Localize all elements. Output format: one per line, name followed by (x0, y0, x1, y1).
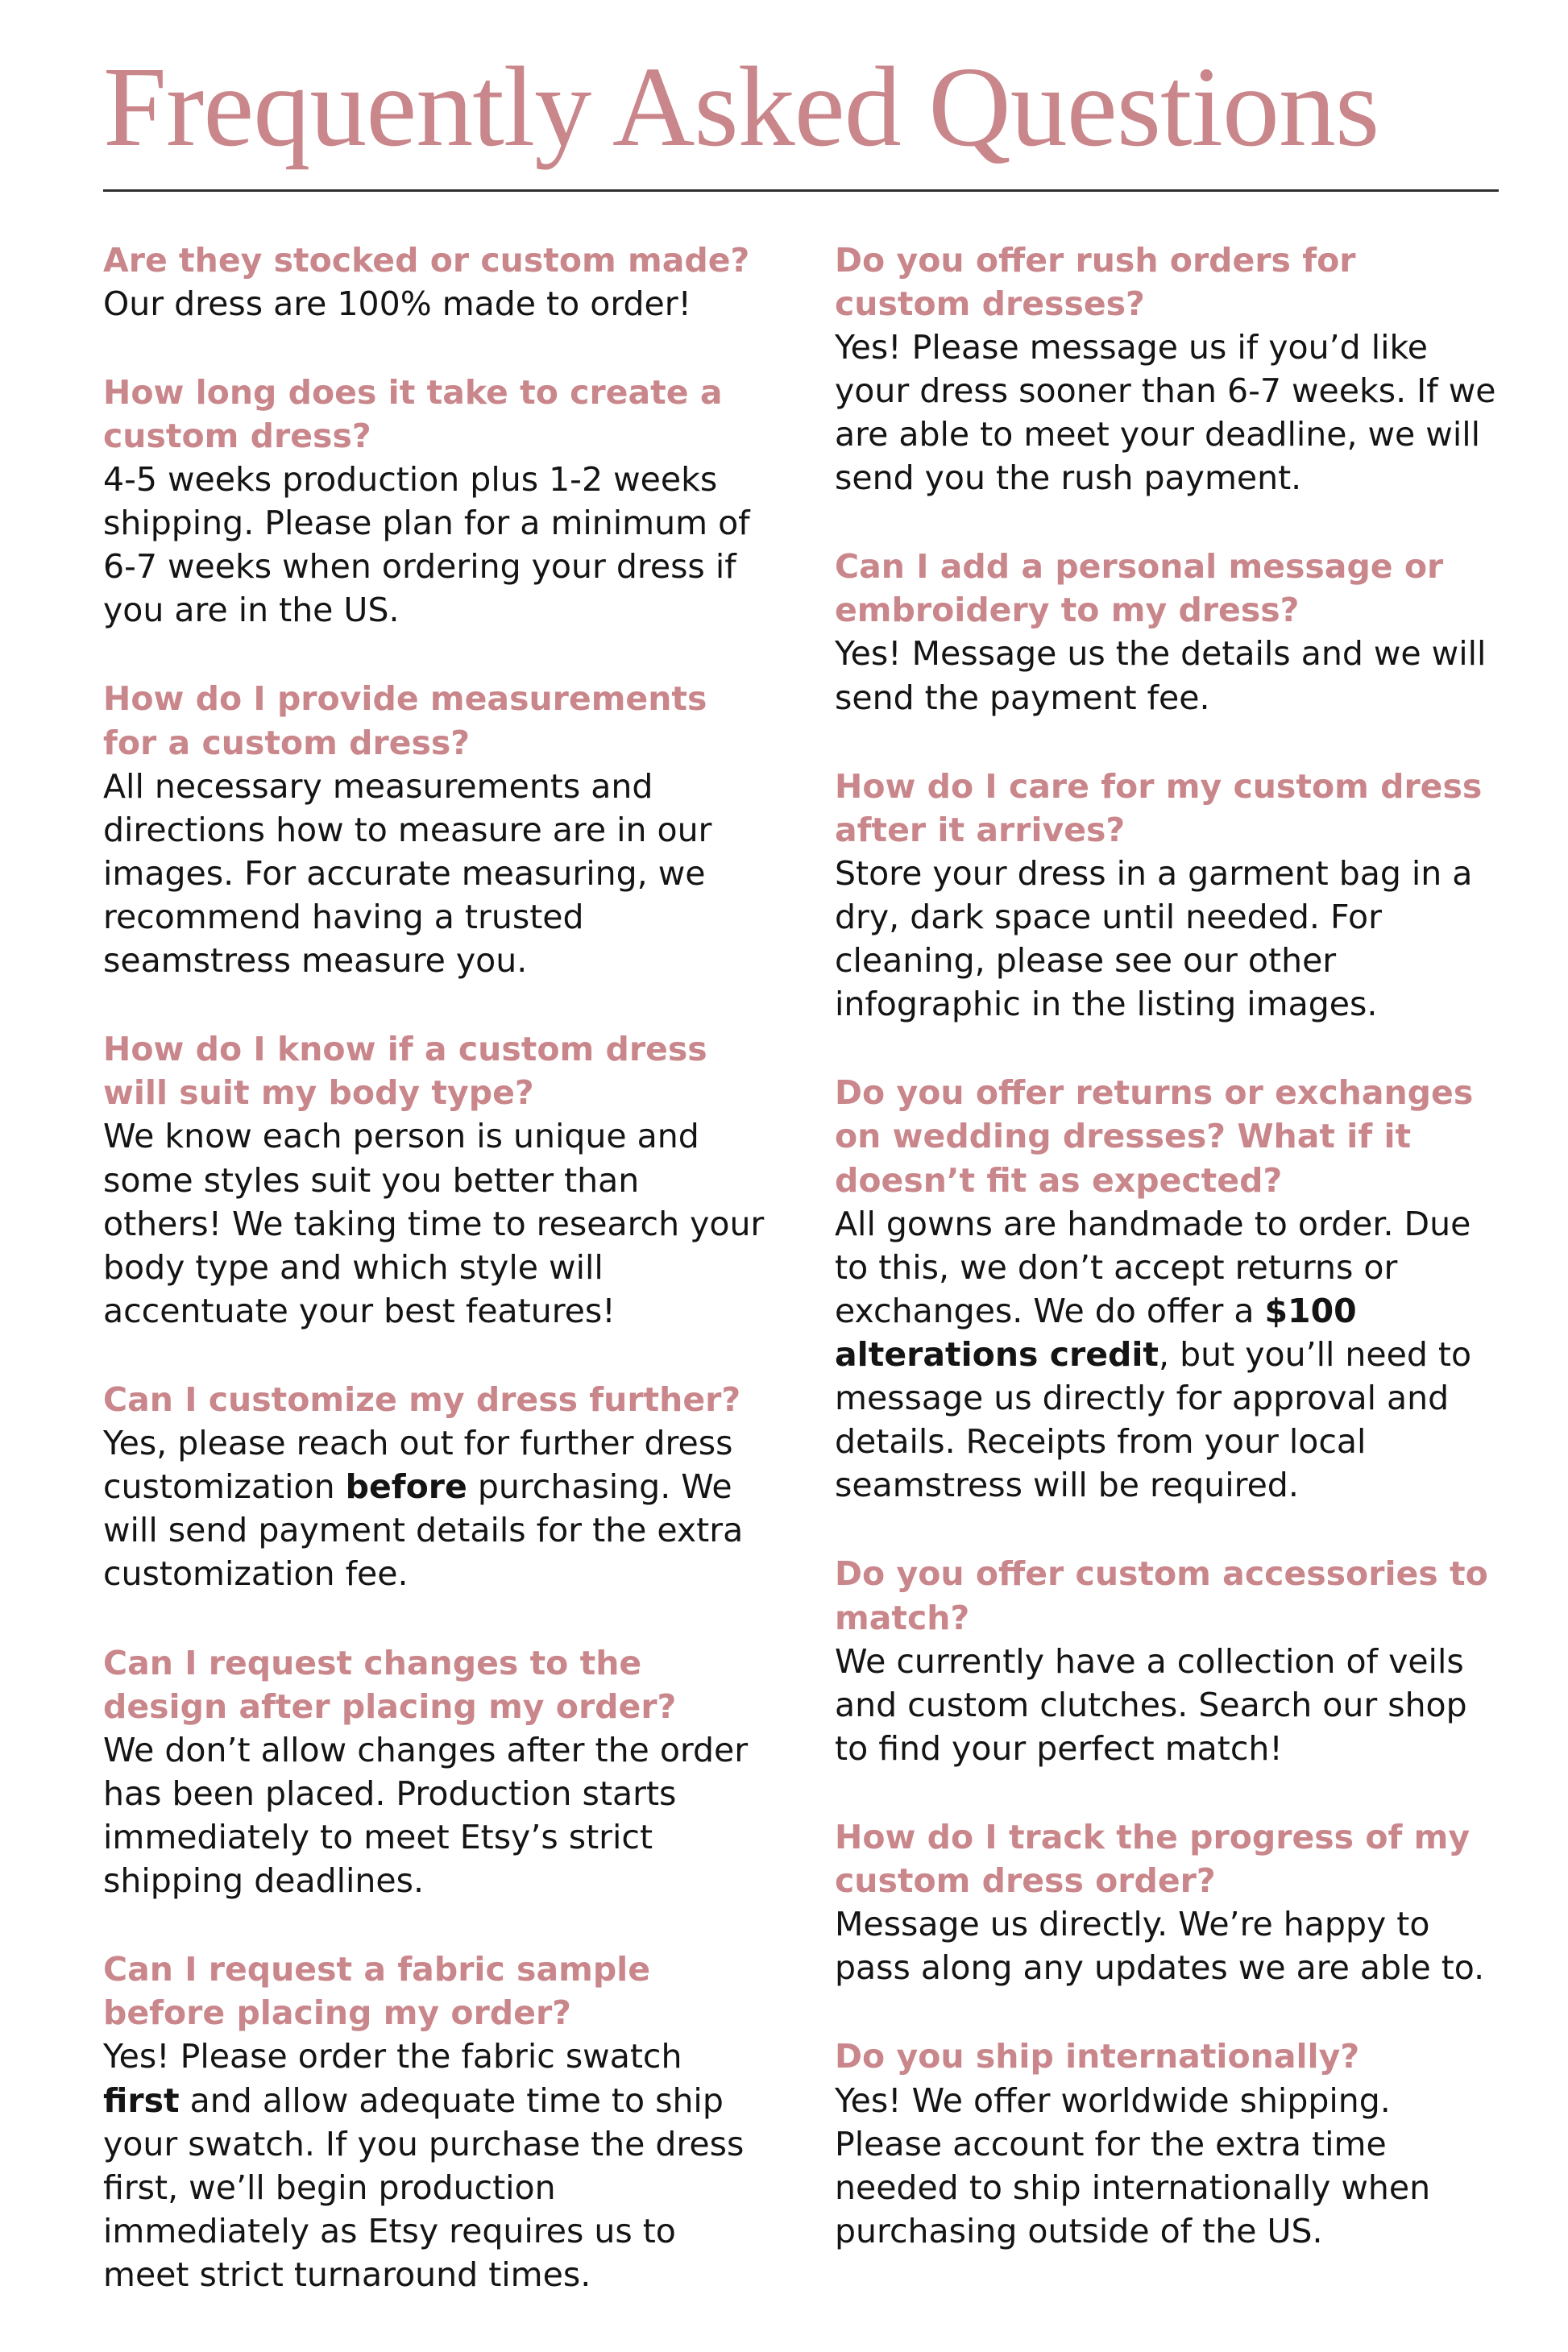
faq-columns (103, 239, 1499, 2342)
faq-question: Can I customize my dress further? (103, 1380, 741, 1419)
faq-answer-text: We don’t allow changes after the order has been placed. Production starts immediately to meet Etsy’s strict shipping deadlines. (103, 1730, 749, 1901)
faq-item (103, 371, 767, 633)
faq-item (103, 1027, 767, 1333)
faq-item (835, 765, 1499, 1027)
faq-question: Can I add a personal message or embroidery to my dress? (835, 547, 1444, 630)
faq-item (835, 239, 1499, 500)
faq-answer (103, 282, 767, 326)
faq-column-left (103, 239, 767, 2342)
title-divider (103, 189, 1499, 192)
faq-answer (103, 1421, 767, 1595)
faq-question: Do you offer rush orders for custom dresses? (835, 240, 1356, 323)
faq-question: Do you offer custom accessories to match? (835, 1554, 1488, 1637)
faq-answer-text: Yes, please reach out for further dress customization (103, 1424, 733, 1507)
faq-item (103, 1948, 767, 2296)
faq-question: How long does it take to create a custom dress? (103, 372, 723, 455)
faq-question: Are they stocked or custom made? (103, 240, 750, 280)
faq-item (103, 1641, 767, 1903)
faq-answer-text: All necessary measurements and directions how to measure are in our images. For accurate measuring, we recommend having a trusted seamstress measure you. (103, 766, 712, 981)
faq-item (835, 545, 1499, 719)
faq-column-right (835, 239, 1499, 2342)
faq-answer (835, 852, 1499, 1026)
faq-answer-text: and allow adequate time to ship your swatch. If you purchase the dress first, we’ll begin production immediately as Etsy requires us to meet strict turnaround times. (103, 2080, 745, 2294)
faq-answer-text: Yes! We offer worldwide shipping. Please account for the extra time needed to ship internationally when purchasing outside of the US. (835, 2080, 1431, 2250)
faq-answer-text: , but you’ll need to message us directly for approval and details. Receipts from your local seamstress will be required. (835, 1335, 1472, 1505)
page-title: Frequently Asked Questions (103, 43, 1379, 170)
faq-answer-text: 4-5 weeks production plus 1-2 weeks shipping. Please plan for a minimum of 6-7 weeks when ordering your dress if you are in the US. (103, 460, 750, 630)
faq-answer (103, 1728, 767, 1902)
faq-answer (103, 458, 767, 632)
faq-answer-text: Yes! Message us the details and we will send the payment fee. (835, 634, 1487, 717)
faq-answer (103, 765, 767, 983)
faq-answer (835, 326, 1499, 500)
faq-answer-text: Our dress are 100% made to order! (103, 284, 691, 323)
faq-answer (103, 2035, 767, 2296)
faq-question: Do you ship internationally? (835, 2037, 1360, 2076)
faq-answer (835, 632, 1499, 719)
faq-answer (835, 1640, 1499, 1770)
faq-answer-text: purchasing. We will send payment details for the extra customization fee. (103, 1467, 744, 1594)
faq-answer (103, 1114, 767, 1333)
faq-answer-text: Yes! Please order the fabric swatch (103, 2037, 682, 2076)
faq-answer-text: Yes! Please message us if you’d like your dress sooner than 6-7 weeks. If we are able to meet your deadline, we will send you the rush payment. (835, 327, 1496, 498)
faq-item (835, 1071, 1499, 1507)
faq-item (835, 1552, 1499, 1770)
faq-answer-bold-text: $100 alterations credit (835, 1291, 1357, 1374)
faq-answer-text: All gowns are handmade to order. Due to this, we don’t accept returns or exchanges. We do offer a (835, 1204, 1471, 1330)
faq-item (835, 1815, 1499, 1989)
faq-item (103, 677, 767, 982)
faq-question: How do I care for my custom dress after it arrives? (835, 766, 1483, 849)
faq-answer (835, 1202, 1499, 1508)
faq-answer (835, 2079, 1499, 2253)
faq-answer-text: We currently have a collection of veils and custom clutches. Search our shop to find your perfect match! (835, 1641, 1467, 1768)
faq-question: Can I request changes to the design after placing my order? (103, 1643, 677, 1726)
faq-answer (835, 1902, 1499, 1989)
faq-question: Do you offer returns or exchanges on wedding dresses? What if it doesn’t fit as expected? (835, 1073, 1474, 1200)
faq-item (103, 1378, 767, 1596)
faq-item (835, 2035, 1499, 2253)
faq-answer-bold-text: first (103, 2080, 180, 2120)
faq-question: How do I know if a custom dress will suit my body type? (103, 1030, 707, 1113)
faq-question: How do I provide measurements for a custom dress? (103, 679, 707, 762)
faq-question: Can I request a fabric sample before placing my order? (103, 1950, 651, 2033)
faq-answer-bold-text: before (345, 1467, 467, 1507)
faq-item (103, 239, 767, 326)
faq-question: How do I track the progress of my custom dress order? (835, 1817, 1471, 1901)
faq-answer-text: Message us directly. We’re happy to pass along any updates we are able to. (835, 1905, 1485, 1988)
faq-answer-text: We know each person is unique and some styles suit you better than others! We taking time to research your body type and which style will accentuate your best features! (103, 1117, 765, 1330)
faq-answer-text: Store your dress in a garment bag in a dry, dark space until needed. For cleaning, please see our other infographic in the listing images. (835, 853, 1473, 1024)
